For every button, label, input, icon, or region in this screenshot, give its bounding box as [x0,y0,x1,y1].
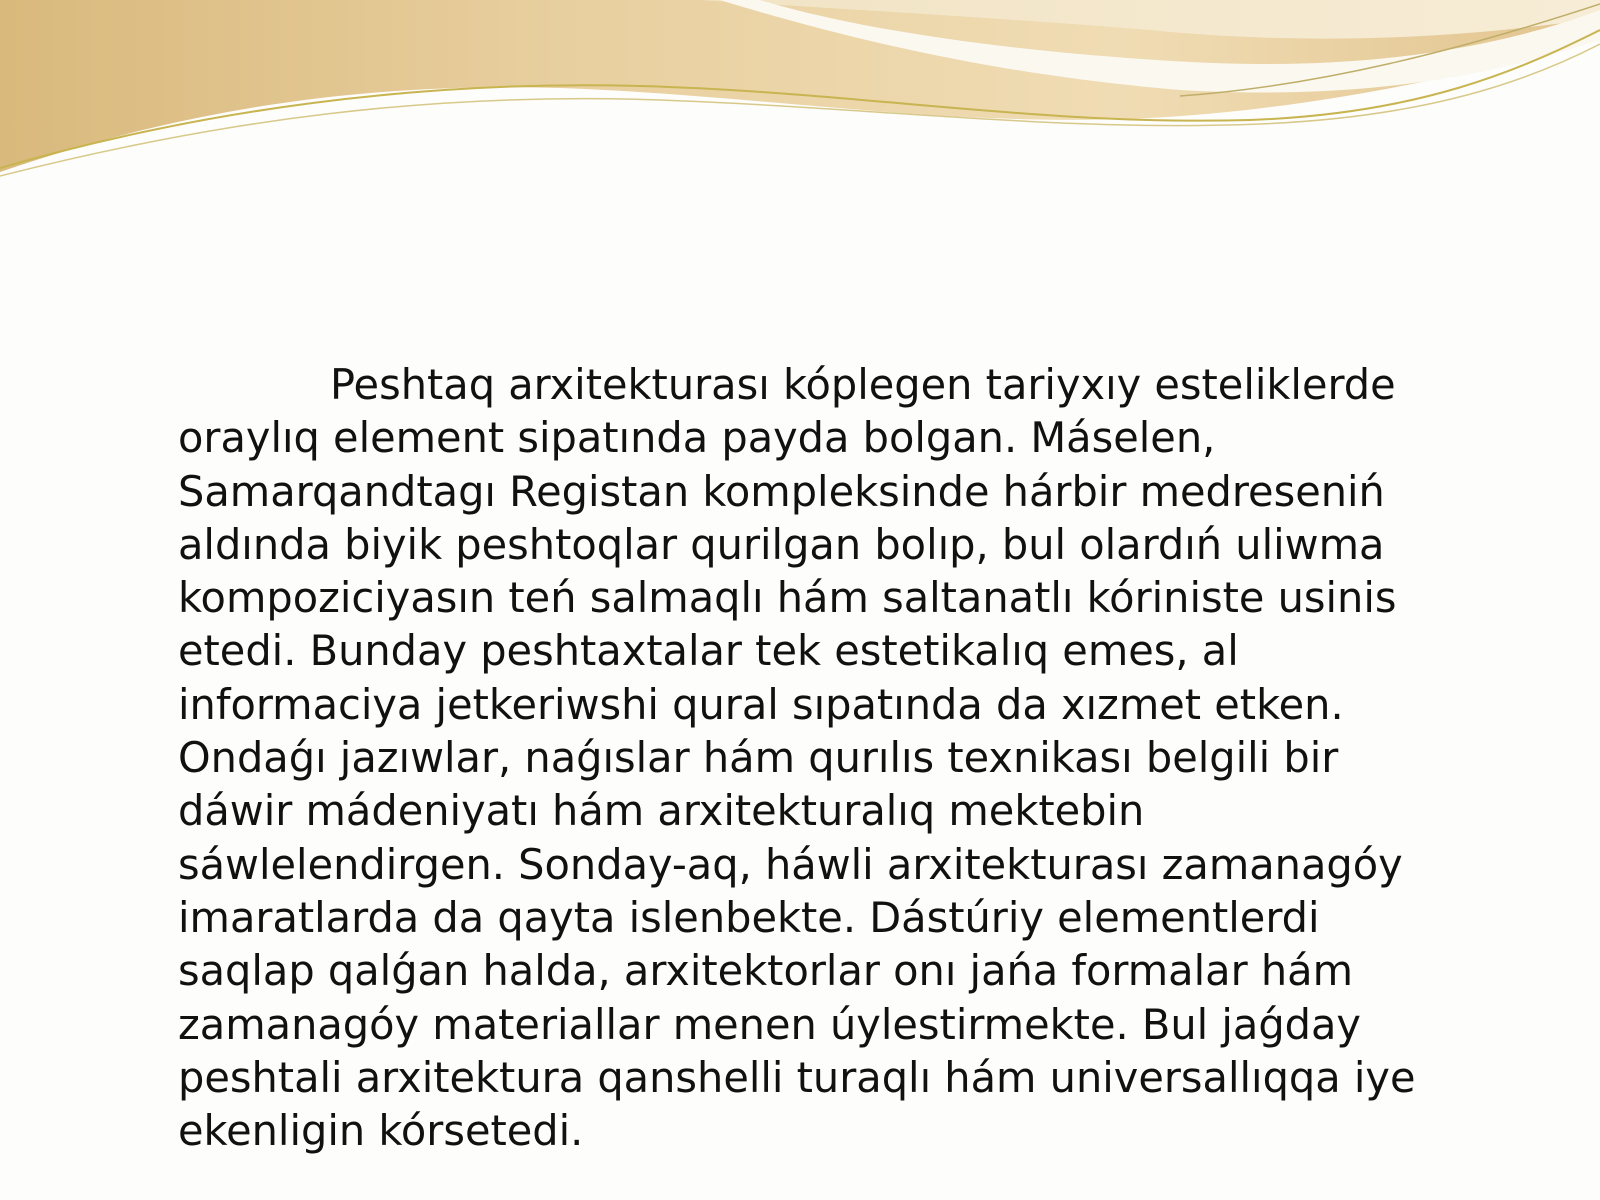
paragraph-line: sáwlelendirgen. Sonday-aq, háwli arxitekturası zamanagóy [178,839,1403,889]
paragraph-line: Ondaǵı jazıwlar, naǵıslar hám qurılıs texnikası belgili bir [178,733,1339,783]
paragraph-line: Samarqandtagı Registan kompleksinde hárbir medreseniń [178,466,1385,516]
paragraph-line: etedi. Bunday peshtaxtalar tek estetikalıq emes, al [178,626,1239,676]
paragraph-line: peshtali arxitektura qanshelli turaqlı hám universallıqqa iye [178,1052,1416,1102]
paragraph-line: Peshtaq arxitekturası kóplegen tariyxıy esteliklerde [330,360,1396,409]
paragraph-line: zamanagóy materiallar menen úylestirmekte. Bul jaǵday [178,999,1361,1049]
paragraph-line: oraylıq element sipatında payda bolgan. Máselen, [178,413,1216,463]
paragraph-line: saqlap qalǵan halda, arxitektorlar onı jańa formalar hám [178,946,1353,996]
paragraph-line: aldında biyik peshtoqlar qurilgan bolıp, bul olardıń uliwma [178,519,1385,569]
paragraph-line: imaratlarda da qayta islenbekte. Dástúriy elementlerdi [178,892,1320,942]
decorative-wave-banner [0,0,1600,240]
paragraph-line: ekenligin kórsetedi. [178,1106,584,1156]
paragraph-line: kompoziciyasın teń salmaqlı hám saltanatlı kóriniste usinis [178,573,1397,623]
paragraph-line: informaciya jetkeriwshi qural sıpatında da xızmet etken. [178,679,1344,729]
paragraph-line: dáwir mádeniyatı hám arxitekturalıq mektebin [178,786,1145,836]
slide-body-paragraph [178,358,1428,1157]
